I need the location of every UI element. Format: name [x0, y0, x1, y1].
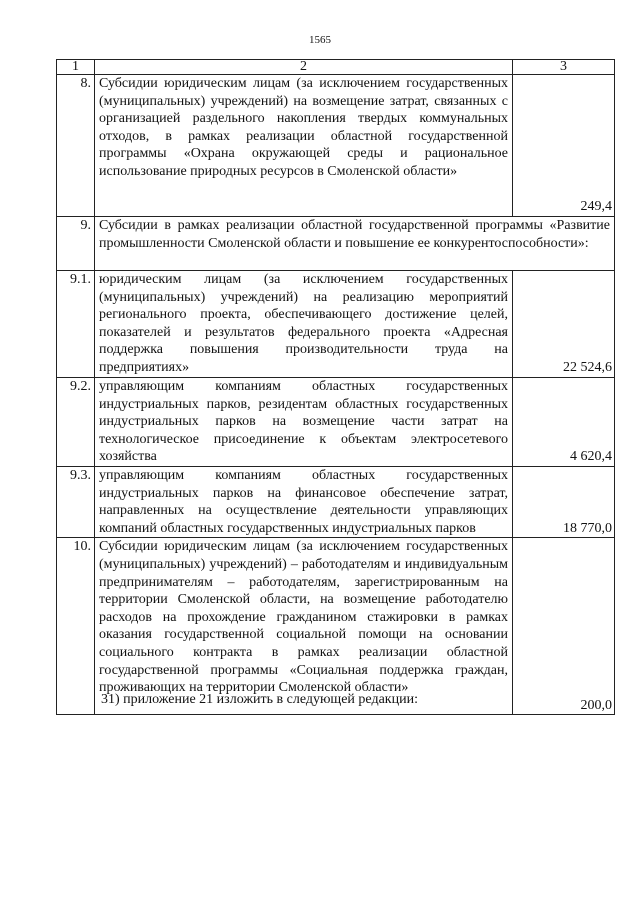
row-value: 200,0 [513, 538, 615, 715]
row-text: Субсидии юридическим лицам (за исключением государственных (муниципальных) учреждений) на возмещение затрат, связанных с организацией раздельного накопления твердых коммунальных отходов, в рамках реализации областной государственной программы «Охрана окружающей среды и рациональное использование природных ресурсов в Смоленской области» [95, 75, 513, 217]
row-text: управляющим компаниям областных государственных индустриальных парков на финансовое обеспечение затрат, направленных на осуществление деятельности управляющих компаний областных государственных индустриальных парков [95, 467, 513, 538]
page-number: 1565 [309, 34, 331, 46]
row-text: управляющим компаниям областных государственных индустриальных парков, резидентам областных государственных индустриальных парков на возмещение части затрат на технологическое присоединение к объектам электросетевого хозяйства [95, 378, 513, 467]
row-value: 249,4 [513, 75, 615, 217]
row-number: 9.2. [57, 378, 95, 467]
row-value: 4 620,4 [513, 378, 615, 467]
row-value: 18 770,0 [513, 467, 615, 538]
row-value: 22 524,6 [513, 271, 615, 378]
row-number: 9.1. [57, 271, 95, 378]
header-col-3: 3 [513, 60, 615, 75]
row-text: юридическим лицам (за исключением государственных (муниципальных) учреждений) на реализацию мероприятий регионального проекта, обеспечивающего достижение целей, показателей и результатов федерального проекта «Адресная поддержка повышения производительности труда на предприятиях» [95, 271, 513, 378]
footer-text: 31) приложение 21 изложить в следующей редакции: [101, 692, 418, 707]
header-col-1: 1 [57, 60, 95, 75]
table-row [57, 271, 615, 378]
header-col-2: 2 [95, 60, 513, 75]
row-number: 8. [57, 75, 95, 217]
row-text: Субсидии в рамках реализации областной государственной программы «Развитие промышленности Смоленской области и повышение ее конкурентоспособности»: [95, 217, 615, 271]
table-row [57, 467, 615, 538]
row-number: 9.3. [57, 467, 95, 538]
row-number: 10. [57, 538, 95, 715]
table-row [57, 217, 615, 271]
table-row [57, 538, 615, 715]
table-row [57, 75, 615, 217]
row-text: Субсидии юридическим лицам (за исключением государственных (муниципальных) учреждений) – работодателям и индивидуальным предпринимателям – работодателям, зарегистрированным на территории Смоленской области, на возмещение работодателю расходов на прохождение гражданином стажировки в рамках оказания государственной социальной помощи на основании социального контракта в рамках реализации областной государственной программы «Социальная поддержка граждан, проживающих на территории Смоленской области» [95, 538, 513, 715]
row-number: 9. [57, 217, 95, 271]
table-header-row [57, 60, 615, 75]
table-row [57, 378, 615, 467]
subsidies-table [56, 59, 615, 715]
